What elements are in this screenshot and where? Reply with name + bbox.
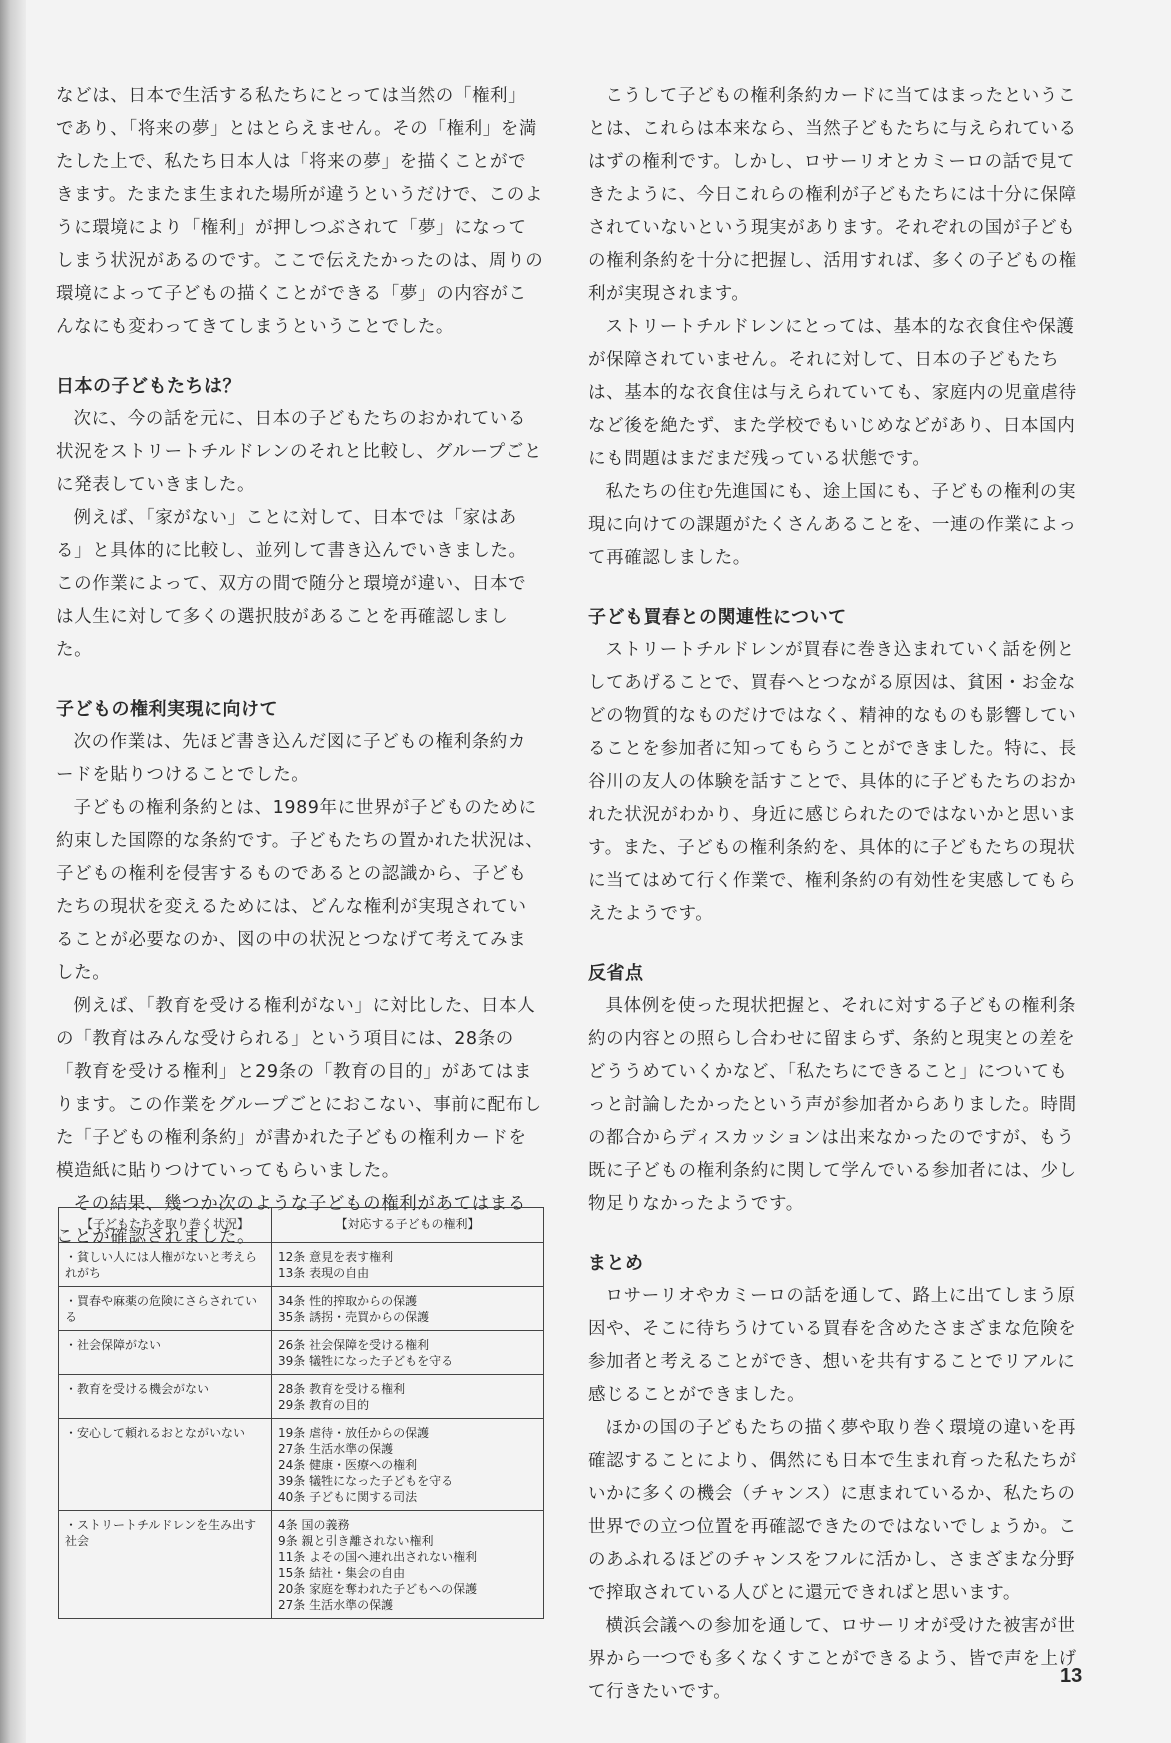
right-item: 35条 誘拐・売買からの保護: [278, 1310, 430, 1324]
table-header-row: [59, 1208, 544, 1243]
rights-cell: [272, 1419, 544, 1511]
section-heading-rights-realization: 子どもの権利実現に向けて: [56, 699, 278, 720]
right-item: 9条 親と引き離されない権利: [278, 1534, 434, 1548]
right-item: 29条 教育の目的: [278, 1398, 370, 1412]
section-heading-japan-children: 日本の子どもたちは？: [56, 376, 241, 397]
right-item: 40条 子どもに関する司法: [278, 1490, 418, 1504]
paragraph: 例えば、「家がない」ことに対して、日本では「家はある」と具体的に比較し、並列して書き込んでいきました。この作業によって、双方の間で随分と環境が違い、日本では人生に対して多くの選択肢があることを再確認しました。: [56, 508, 527, 660]
paragraph: その結果、幾つか次のような子どもの権利があてはまることが確認されました。: [56, 1194, 526, 1247]
table-row: [59, 1331, 544, 1375]
rights-cell: [272, 1243, 544, 1287]
section-heading-reflection: 反省点: [588, 963, 644, 984]
right-item: 15条 結社・集会の自由: [278, 1566, 406, 1580]
page-binding-edge: [0, 0, 26, 1743]
rights-cell: [272, 1375, 544, 1419]
right-item: 4条 国の義務: [278, 1518, 350, 1532]
paragraph: 横浜会議への参加を通して、ロサーリオが受けた被害が世界から一つでも多くなくすことができるよう、皆で声を上げて行きたいです。: [588, 1616, 1077, 1702]
paragraph: 次の作業は、先ほど書き込んだ図に子どもの権利条約カードを貼りつけることでした。: [56, 732, 526, 785]
rights-cell: [272, 1287, 544, 1331]
right-item: 39条 犠牲になった子どもを守る: [278, 1354, 454, 1368]
table-row: [59, 1511, 544, 1619]
page-number: 13: [1060, 1665, 1083, 1687]
table-header-situation: 【子どもたちを取り巻く状況】: [59, 1208, 272, 1243]
right-item: 39条 犠牲になった子どもを守る: [278, 1474, 454, 1488]
situation-cell: ・買春や麻薬の危険にさらされている: [59, 1287, 272, 1331]
rights-cell: [272, 1511, 544, 1619]
paragraph: 次に、今の話を元に、日本の子どもたちのおかれている状況をストリートチルドレンのそれと比較し、グループごとに発表していきました。: [56, 409, 542, 495]
paragraph: ストリートチルドレンが買春に巻き込まれていく話を例としてあげることで、買春へとつながる原因は、貧困・お金などの物質的なものだけではなく、精神的なものも影響していることを参加者に知ってもらうことができました。特に、長谷川の友人の体験を話すことで、具体的に子どもたちのおかれた状況がわかり、身近に感じられたのではないかと思います。また、子どもの権利条約を、具体的に子どもたちの現状に当てはめて行く作業で、権利条約の有効性を実感してもらえたようです。: [588, 640, 1077, 924]
paragraph: ほかの国の子どもたちの描く夢や取り巻く環境の違いを再確認することにより、偶然にも日本で生まれ育った私たちがいかに多くの機会（チャンス）に恵まれているか、私たちの世界での立つ位置を再確認できたのではないでしょうか。このあふれるほどのチャンスをフルに活かし、さまざまな分野で搾取されている人びとに還元できればと思います。: [588, 1418, 1077, 1603]
section-heading-child-prostitution: 子ども買春との関連性について: [588, 607, 847, 628]
right-item: 12条 意見を表す権利: [278, 1250, 394, 1264]
paragraph: 私たちの住む先進国にも、途上国にも、子どもの権利の実現に向けての課題がたくさんあることを、一連の作業によって再確認しました。: [588, 482, 1077, 568]
right-item: 28条 教育を受ける権利: [278, 1382, 406, 1396]
paragraph: 例えば、「教育を受ける権利がない」に対比した、日本人の「教育はみんな受けられる」という項目には、28条の「教育を受ける権利」と29条の「教育の目的」があてはまります。この作業をグループごとにおこない、事前に配布した「子どもの権利条約」が書かれた子どもの権利カードを模造紙に貼りつけていってもらいました。: [56, 996, 542, 1181]
right-item: 20条 家庭を奪われた子どもへの保護: [278, 1582, 478, 1596]
right-item: 27条 生活水準の保護: [278, 1442, 394, 1456]
table-row: [59, 1419, 544, 1511]
paragraph: ストリートチルドレンにとっては、基本的な衣食住や保護が保障されていません。それに対して、日本の子どもたちは、基本的な衣食住は与えられていても、家庭内の児童虐待など後を絶たず、また学校でもいじめなどがあり、日本国内にも問題はまだまだ残っている状態です。: [588, 317, 1077, 469]
table-header-rights: 【対応する子どもの権利】: [272, 1208, 544, 1243]
paragraph: 具体例を使った現状把握と、それに対する子どもの権利条約の内容との照らし合わせに留まらず、条約と現実との差をどううめていくかなど、「私たちにできること」についてもっと討論したかったという声が参加者からありました。時間の都合からディスカッションは出来なかったのですが、もう既に子どもの権利条約に関して学んでいる参加者には、少し物足りなかったようです。: [588, 996, 1077, 1214]
section-heading-summary: まとめ: [588, 1253, 644, 1274]
table-row: [59, 1243, 544, 1287]
right-item: 26条 社会保障を受ける権利: [278, 1338, 430, 1352]
paragraph: こうして子どもの権利条約カードに当てはまったということは、これらは本来なら、当然子どもたちに与えられているはずの権利です。しかし、ロサーリオとカミーロの話で見てきたように、今日これらの権利が子どもたちには十分に保障されていないという現実があります。それぞれの国が子どもの権利条約を十分に把握し、活用すれば、多くの子どもの権利が実現されます。: [588, 86, 1077, 304]
situation-cell: ・安心して頼れるおとながいない: [59, 1419, 272, 1511]
situation-cell: ・貧しい人には人権がないと考えられがち: [59, 1243, 272, 1287]
rights-table: [58, 1207, 544, 1619]
left-column: [56, 80, 544, 1254]
right-item: 24条 健康・医療への権利: [278, 1458, 418, 1472]
right-item: 13条 表現の自由: [278, 1266, 370, 1280]
situation-cell: ・社会保障がない: [59, 1331, 272, 1375]
right-column: [588, 80, 1083, 1709]
right-item: 19条 虐待・放任からの保護: [278, 1426, 430, 1440]
right-item: 27条 生活水準の保護: [278, 1598, 394, 1612]
table-row: [59, 1375, 544, 1419]
paragraph: 子どもの権利条約とは、1989年に世界が子どものために約束した国際的な条約です。子どもたちの置かれた状況は、子どもの権利を侵害するものであるとの認識から、子どもたちの現状を変えるためには、どんな権利が実現されていることが必要なのか、図の中の状況とつなげて考えてみました。: [56, 798, 544, 983]
right-item: 34条 性的搾取からの保護: [278, 1294, 418, 1308]
situation-cell: ・ストリートチルドレンを生み出す社会: [59, 1511, 272, 1619]
table-row: [59, 1287, 544, 1331]
intro-paragraph: などは、日本で生活する私たちにとっては当然の「権利」であり、「将来の夢」とはとらえません。その「権利」を満たした上で、私たち日本人は「将来の夢」を描くことができます。たまたま生まれた場所が違うというだけで、このように環境により「権利」が押しつぶされて「夢」になってしまう状況があるのです。ここで伝えたかったのは、周りの環境によって子どもの描くことができる「夢」の内容がこんなにも変わってきてしまうということでした。: [56, 86, 544, 337]
paragraph: ロサーリオやカミーロの話を通して、路上に出てしまう原因や、そこに待ちうけている買春を含めたさまざまな危険を参加者と考えることができ、想いを共有することでリアルに感じることができました。: [588, 1286, 1077, 1405]
rights-cell: [272, 1331, 544, 1375]
situation-cell: ・教育を受ける機会がない: [59, 1375, 272, 1419]
right-item: 11条 よその国へ連れ出されない権利: [278, 1550, 478, 1564]
